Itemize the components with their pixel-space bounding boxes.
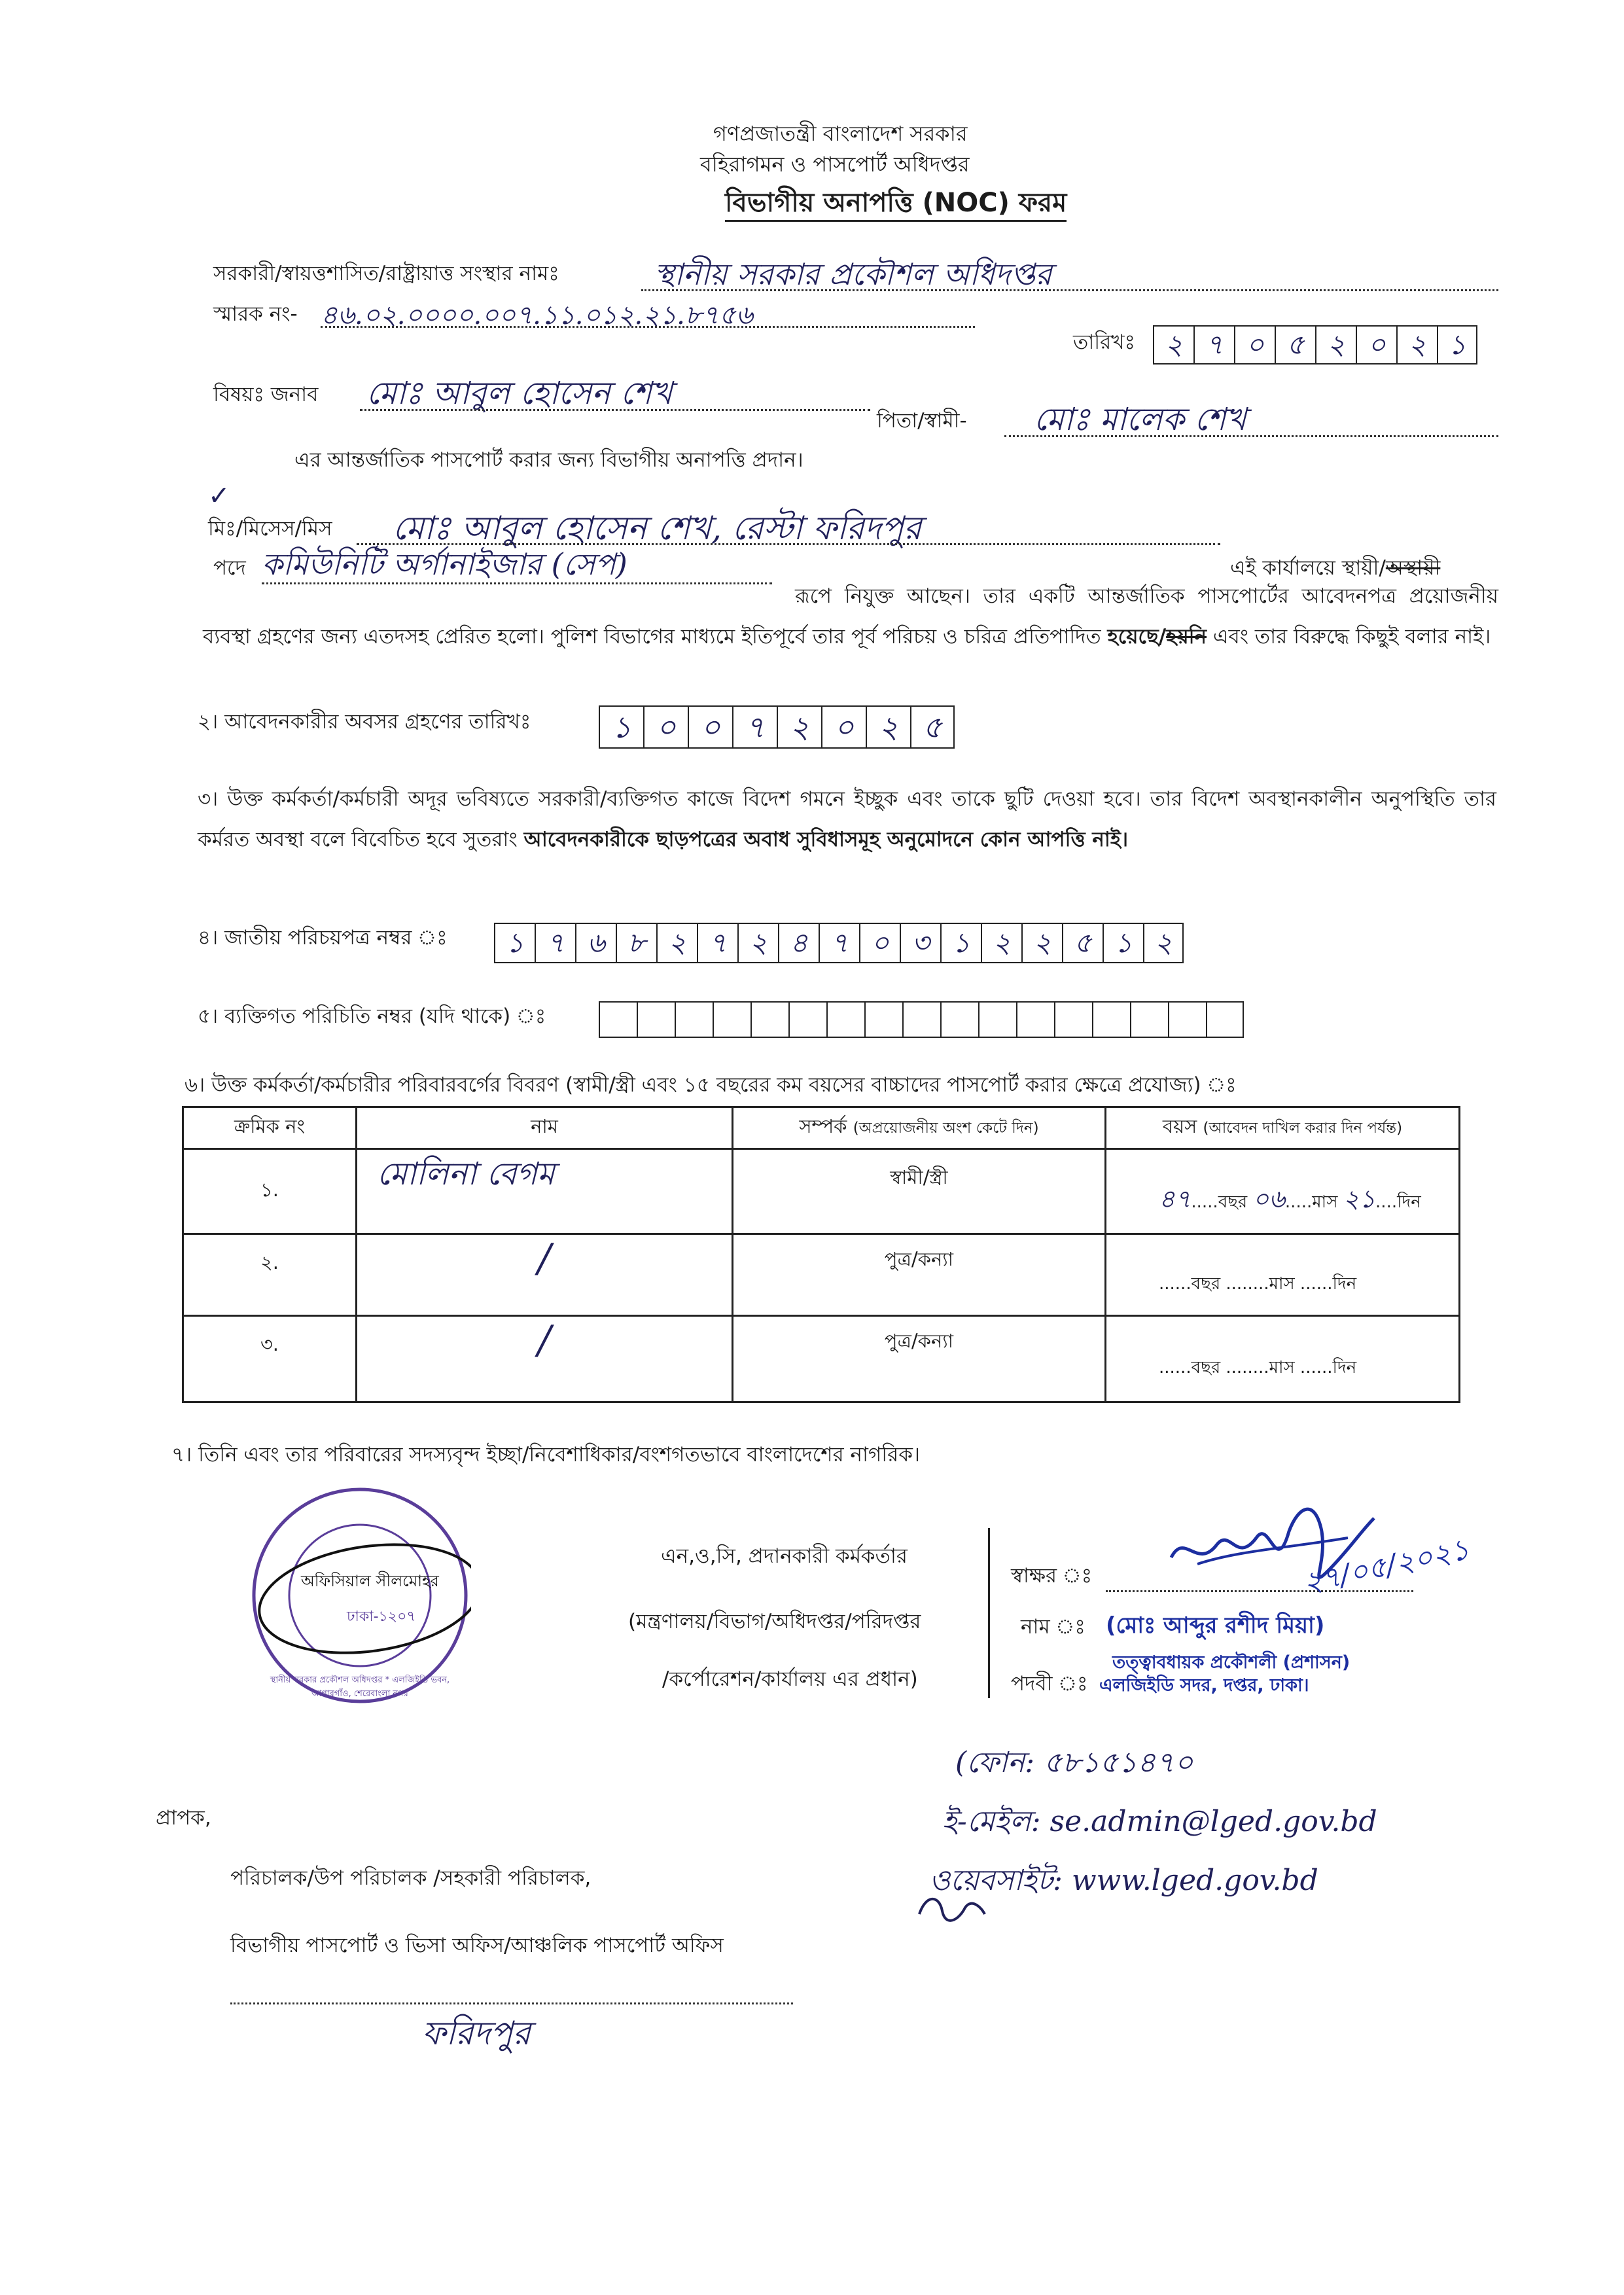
pin-digit xyxy=(902,1001,940,1038)
year-label: বছর xyxy=(1218,1192,1248,1212)
temporary-option: অস্থায়ী xyxy=(1385,556,1441,580)
pin-digit xyxy=(1054,1001,1092,1038)
row-age: ......বছর ........মাস ......দিন xyxy=(1106,1316,1460,1402)
day-label: দিন xyxy=(1397,1192,1421,1212)
nid-digit: ০ xyxy=(859,923,900,963)
post-label: পদে xyxy=(213,556,246,580)
date-digit: ০ xyxy=(1356,325,1396,365)
pin-digit xyxy=(713,1001,750,1038)
header-serial xyxy=(183,1107,357,1149)
row-name xyxy=(357,1234,733,1316)
signer-post-line-1: তত্ত্বাবধায়ক প্রকৌশলী (প্রশাসন) xyxy=(1112,1652,1350,1673)
pin-digit xyxy=(1092,1001,1130,1038)
item3-paragraph xyxy=(198,779,1496,860)
retirement-boxes xyxy=(599,705,955,749)
nid-digit: ৫ xyxy=(1062,923,1103,963)
signing-role-3: /কর্পোরেশন/কার্যালয় এর প্রধান) xyxy=(662,1667,918,1691)
year-label: বছর xyxy=(1191,1358,1221,1378)
retirement-digit: ০ xyxy=(643,705,688,749)
subject-name-line xyxy=(360,409,870,411)
table-row xyxy=(183,1234,1460,1316)
date-digit: ০ xyxy=(1234,325,1275,365)
pin-digit xyxy=(1168,1001,1206,1038)
signing-divider xyxy=(988,1528,990,1698)
nid-digit: ১ xyxy=(494,923,535,963)
signature-date: ২৭/০৫/২০২১ xyxy=(1299,1532,1473,1601)
table-row xyxy=(183,1316,1460,1402)
age-years: ৪৭ xyxy=(1159,1184,1192,1213)
recipient-line-1: পরিচালক/উপ পরিচালক /সহকারী পরিচালক, xyxy=(230,1866,591,1890)
office-label: এই কার্যালয়ে xyxy=(1230,556,1335,580)
header-relation xyxy=(733,1107,1106,1149)
row-serial xyxy=(183,1234,357,1316)
retirement-digit: ২ xyxy=(777,705,821,749)
nid-digit: ৪ xyxy=(778,923,819,963)
subject-name: মোঃ আবুল হোসেন শেখ xyxy=(366,375,673,412)
family-table-header xyxy=(183,1107,1460,1149)
pin-digit xyxy=(864,1001,902,1038)
row-relation xyxy=(733,1149,1106,1234)
day-label: দিন xyxy=(1332,1273,1357,1294)
contact-phone: (ফোন: ৫৮১৫১৪৭০ xyxy=(955,1746,1193,1779)
nid-digit: ৬ xyxy=(575,923,616,963)
retirement-label: ২। আবেদনকারীর অবসর গ্রহণের তারিখঃ xyxy=(198,710,531,734)
nid-digit: ৭ xyxy=(535,923,575,963)
month-label: মাস xyxy=(1269,1273,1295,1294)
row-relation-text: পুত্র/কন্যা xyxy=(884,1248,954,1270)
month-label: মাস xyxy=(1269,1358,1295,1378)
title-label: মিঃ/মিসেস/মিস xyxy=(208,517,332,541)
row-name-text: / xyxy=(537,1236,552,1281)
year-label: বছর xyxy=(1191,1273,1221,1294)
row-serial-text: ২. xyxy=(260,1251,279,1273)
subject-suffix: এর আন্তর্জাতিক পাসপোর্ট করার জন্য বিভাগীয় অনাপত্তি প্রদান। xyxy=(294,448,803,472)
header-age-note: (আবেদন দাখিল করার দিন পর্যন্ত) xyxy=(1203,1120,1403,1137)
nid-boxes xyxy=(494,923,1184,963)
father-label: পিতা/স্বামী- xyxy=(877,409,967,433)
table-row xyxy=(183,1149,1460,1234)
contact-web: ওয়েবসাইট: www.lged.gov.bd xyxy=(929,1864,1318,1897)
family-label: ৬। উক্ত কর্মকর্তা/কর্মচারীর পরিবারবর্গের বিবরণ (স্বামী/স্ত্রী এবং ১৫ বছরের কম বয়সের বাচ্চাদের পাসপোর্ট করার ক্ষেত্রে প্রযোজ্য) ঃ xyxy=(185,1073,1237,1097)
nid-digit: ২ xyxy=(737,923,778,963)
signer-name: (মোঃ আব্দুর রশীদ মিয়া) xyxy=(1106,1612,1325,1639)
memo-label: স্মারক নং- xyxy=(213,302,298,326)
signer-name-label: নাম ঃ xyxy=(1021,1615,1086,1639)
retirement-digit: ৭ xyxy=(732,705,777,749)
signing-role-2: (মন্ত্রণালয়/বিভাগ/অধিদপ্তর/পরিদপ্তর xyxy=(628,1610,921,1633)
nid-digit: ১ xyxy=(940,923,981,963)
header-age xyxy=(1106,1107,1460,1149)
item3-text: ৩। উক্ত কর্মকর্তা/কর্মচারী অদূর ভবিষ্যতে সরকারী/ব্যক্তিগত কাজে বিদেশ গমনে ইচ্ছুক এবং তাকে ছুটি দেওয়া হবে। তার বিদেশ অবস্থানকালীন অনুপস্থিতি তার কর্মরত অবস্থা বলে বিবেচিত হবে সুতরাং xyxy=(198,787,1496,851)
family-table xyxy=(182,1106,1460,1403)
header-age-text: বয়স xyxy=(1162,1115,1197,1137)
pin-digit xyxy=(750,1001,788,1038)
age-days: ২১ xyxy=(1343,1184,1376,1213)
signer-post-line-2: এলজিইডি সদর, দপ্তর, ঢাকা। xyxy=(1099,1675,1309,1696)
retirement-digit: ০ xyxy=(688,705,732,749)
pin-digit xyxy=(599,1001,637,1038)
row-serial-text: ৩. xyxy=(260,1333,279,1355)
pin-digit xyxy=(978,1001,1016,1038)
row-relation xyxy=(733,1234,1106,1316)
subject-label: বিষয়ঃ জনাব xyxy=(213,383,319,406)
org-value: স্থানীয় সরকার প্রকৌশল অধিদপ্তর xyxy=(654,257,1052,292)
row-name-text: / xyxy=(537,1317,552,1363)
pin-digit xyxy=(1016,1001,1054,1038)
date-digit: ২ xyxy=(1315,325,1356,365)
father-value: মোঃ মালেক শেখ xyxy=(1034,401,1246,438)
month-label: মাস xyxy=(1312,1192,1338,1212)
date-digit: ৫ xyxy=(1275,325,1315,365)
row-age: ৪৭.....বছর ০৬.....মাস ২১....দিন xyxy=(1106,1149,1460,1234)
header-serial-text: ক্রমিক নং xyxy=(234,1115,305,1137)
recipient-office: ফরিদপুর xyxy=(422,2014,531,2052)
retirement-digit: ৫ xyxy=(910,705,955,749)
recipient-office-line xyxy=(230,2002,793,2004)
age-months: ০৬ xyxy=(1252,1184,1285,1213)
signer-post-label: পদবী ঃ xyxy=(1011,1672,1088,1696)
pin-digit xyxy=(1206,1001,1244,1038)
header-name-text: নাম xyxy=(531,1115,558,1137)
pin-digit xyxy=(940,1001,978,1038)
retirement-digit: ১ xyxy=(599,705,643,749)
recipient-line-2: বিভাগীয় পাসপোর্ট ও ভিসা অফিস/আঞ্চলিক পাসপোর্ট অফিস xyxy=(230,1934,724,1957)
pin-label: ৫। ব্যক্তিগত পরিচিতি নম্বর (যদি থাকে) ঃ xyxy=(198,1005,546,1028)
row-relation-text: পুত্র/কন্যা xyxy=(884,1330,954,1352)
retirement-digit: ২ xyxy=(866,705,910,749)
header-relation-note: (অপ্রয়োজনীয় অংশ কেটে দিন) xyxy=(853,1120,1039,1137)
checkmark-icon: ✓ xyxy=(208,481,230,511)
nid-digit: ২ xyxy=(981,923,1021,963)
memo-value: ৪৬.০২.০০০০.০০৭.১১.০১২.২১.৮৭৫৬ xyxy=(321,300,753,330)
nid-digit: ২ xyxy=(656,923,697,963)
permanent-option: স্থায়ী/ xyxy=(1341,556,1386,580)
pin-boxes xyxy=(599,1001,1244,1038)
date-digit: ২ xyxy=(1153,325,1193,365)
header-relation-text: সম্পর্ক xyxy=(799,1115,847,1137)
father-line xyxy=(1004,435,1498,437)
date-digit: ৭ xyxy=(1193,325,1234,365)
nid-digit: ২ xyxy=(1143,923,1184,963)
nid-digit: ৭ xyxy=(819,923,859,963)
row-relation xyxy=(733,1316,1106,1402)
row-serial xyxy=(183,1316,357,1402)
nid-digit: ৮ xyxy=(616,923,656,963)
recipient-label: প্রাপক, xyxy=(156,1806,211,1830)
day-label: দিন xyxy=(1332,1358,1357,1378)
header-name xyxy=(357,1107,733,1149)
header-line-1: গণপ্রজাতন্ত্রী বাংলাদেশ সরকার xyxy=(713,121,968,146)
signing-role-1: এন,ও,সি, প্রদানকারী কর্মকর্তার xyxy=(661,1544,908,1568)
pin-digit xyxy=(637,1001,675,1038)
body-p1-not-verified: হয়নি xyxy=(1166,625,1207,649)
nid-digit: ১ xyxy=(1103,923,1143,963)
body-p1-end: এবং তার বিরুদ্ধে কিছুই বলার নাই। xyxy=(1212,625,1491,649)
item3-bold: আবেদনকারীকে ছাড়পত্রের অবাধ সুবিধাসমূহ অনুমোদনে কোন আপত্তি নাই। xyxy=(523,828,1129,851)
seal-inner-text: ঢাকা-১২০৭ xyxy=(347,1609,416,1625)
row-serial-text: ১. xyxy=(260,1179,279,1201)
row-serial xyxy=(183,1149,357,1234)
body-p1-verified: হয়েছে/ xyxy=(1107,625,1167,649)
nid-digit: ৭ xyxy=(697,923,737,963)
date-label: তারিখঃ xyxy=(1073,330,1136,354)
header-line-2: বহিরাগমন ও পাসপোর্ট অধিদপ্তর xyxy=(700,152,970,177)
seal-center-text: অফিসিয়াল সীলমোহর xyxy=(301,1572,439,1590)
row-name xyxy=(357,1316,733,1402)
date-digit: ২ xyxy=(1396,325,1437,365)
pin-digit xyxy=(1130,1001,1168,1038)
nid-label: ৪। জাতীয় পরিচয়পত্র নম্বর ঃ xyxy=(198,926,448,950)
row-relation-text: স্বামী/স্ত্রী xyxy=(890,1166,948,1188)
row-name xyxy=(357,1149,733,1234)
post-value: কমিউনিটি অর্গানাইজার (সেপ) xyxy=(262,546,627,582)
body-paragraph xyxy=(203,576,1498,657)
contact-email: ই-মেইল: se.admin@lged.gov.bd xyxy=(942,1805,1377,1838)
date-digit: ১ xyxy=(1437,325,1477,365)
signature-label: স্বাক্ষর ঃ xyxy=(1011,1564,1093,1588)
pin-digit xyxy=(675,1001,713,1038)
nid-digit: ২ xyxy=(1021,923,1062,963)
pin-digit xyxy=(826,1001,864,1038)
row-age: ......বছর ........মাস ......দিন xyxy=(1106,1234,1460,1316)
retirement-digit: ০ xyxy=(821,705,866,749)
memo-line xyxy=(321,326,975,328)
title-value: মোঃ আবুল হোসেন শেখ, রেস্টা ফরিদপুর xyxy=(393,509,922,547)
nid-digit: ৩ xyxy=(900,923,940,963)
pin-digit xyxy=(788,1001,826,1038)
row-name-text: মোলিনা বেগম xyxy=(377,1156,555,1192)
date-boxes xyxy=(1153,325,1477,365)
seal-ring-text: স্থানীয় সরকার প্রকৌশল অধিদপ্তর * এলজিইডি ভবন, আগারগাঁও, শেরেবাংলা নগর xyxy=(270,1675,450,1699)
form-title: বিভাগীয় অনাপত্তি (NOC) ফরম xyxy=(725,187,1067,222)
seal-graphic xyxy=(249,1484,471,1707)
initials-graphic xyxy=(913,1888,991,1934)
body-p1: রূপে নিযুক্ত আছেন। তার একটি আন্তর্জাতিক পাসপোর্টের আবেদনপত্র প্রয়োজনীয় ব্যবস্থা গ্রহণের জন্য এতদসহ প্রেরিত হলো। পুলিশ বিভাগের মাধ্যমে ইতিপূর্বে তার পূর্ব পরিচয় ও চরিত্র প্রতিপাদিত xyxy=(203,584,1498,649)
official-seal xyxy=(249,1484,471,1707)
initials-icon xyxy=(913,1888,991,1936)
org-label: সরকারী/স্বায়ত্তশাসিত/রাষ্ট্রায়াত্ত সংস্থার নামঃ xyxy=(213,262,559,285)
citizenship-text: ৭। তিনি এবং তার পরিবারের সদস্যবৃন্দ ইচ্ছা/নিবেশাধিকার/বংশগতভাবে বাংলাদেশের নাগরিক। xyxy=(171,1443,921,1467)
